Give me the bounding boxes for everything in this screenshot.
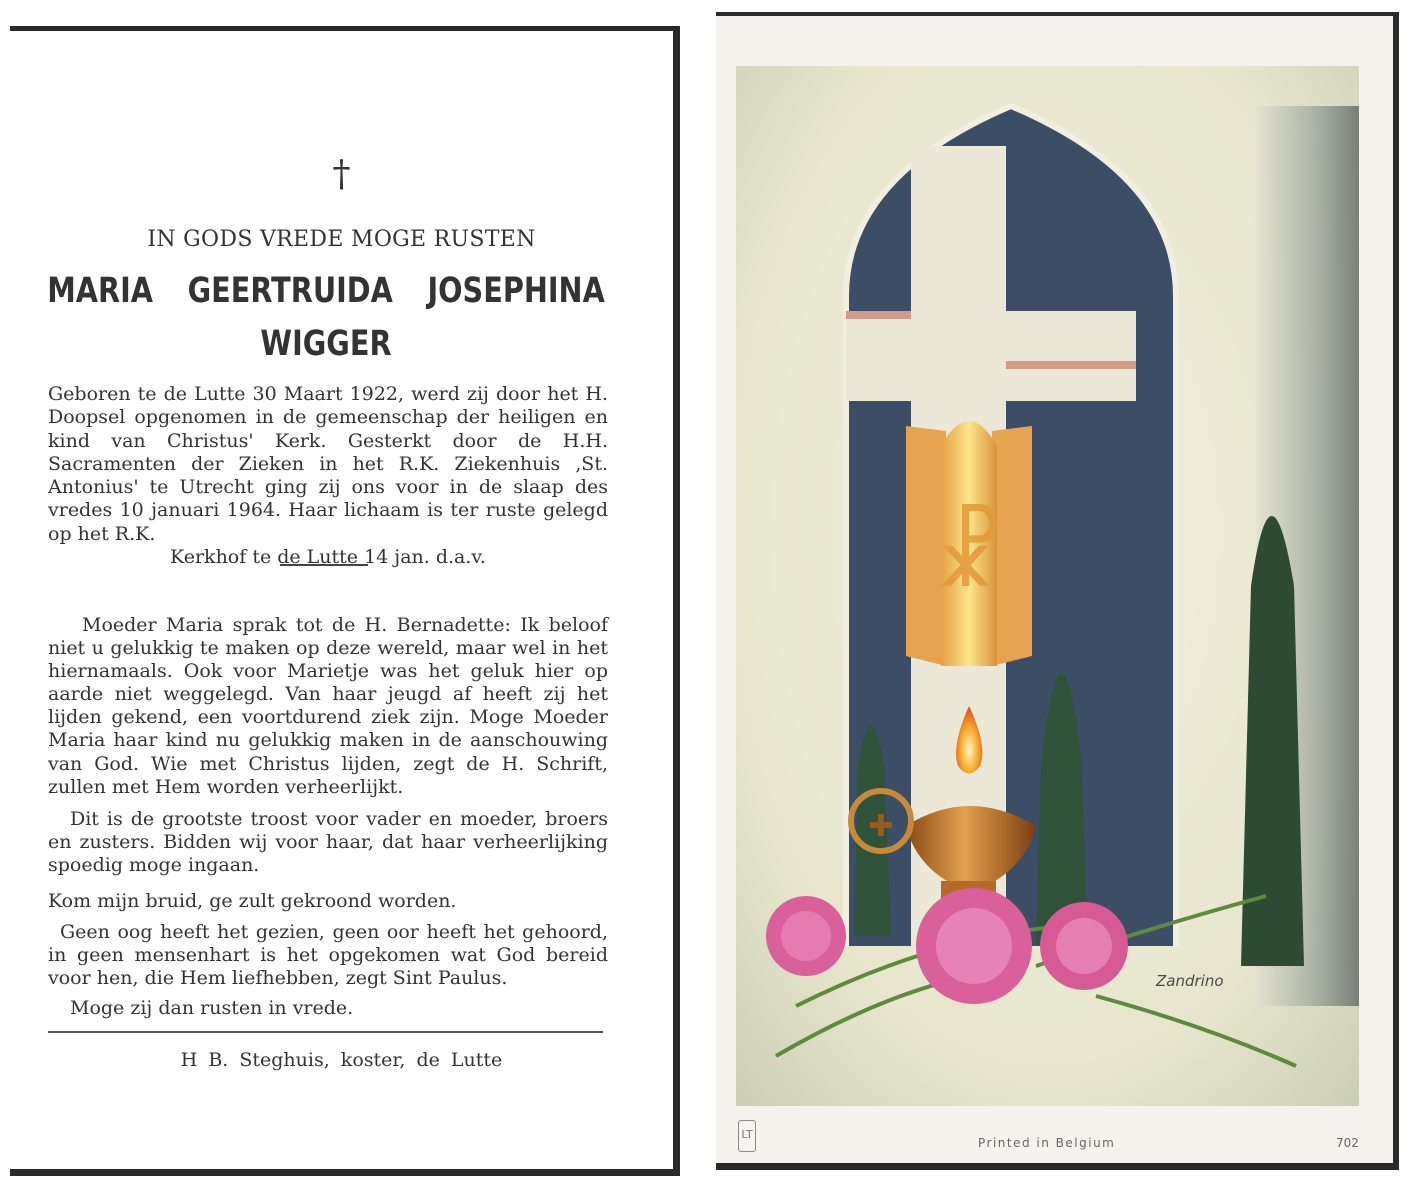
paragraph-comfort: Dit is de grootste troost voor vader en moeder, broers en zusters. Bidden wij voor haar, dat haar verheerlijking spoedig moge ingaan. — [48, 808, 608, 877]
memorial-image-card — [716, 12, 1399, 1170]
illustration-svg — [736, 66, 1359, 1106]
carnation-left-highlight — [781, 911, 831, 961]
given-name-1: MARIA — [47, 271, 153, 311]
rest-in-peace-header: IN GODS VREDE MOGE RUSTEN — [147, 227, 536, 252]
given-name-2: GEERTRUIDA — [187, 271, 393, 311]
biography — [48, 383, 608, 569]
memorial-text-card — [10, 26, 680, 1176]
carnation-center-highlight — [936, 908, 1012, 984]
chi-rho-symbol: ☧ — [933, 503, 1005, 608]
cross-horizontal — [846, 311, 1136, 401]
paragraph-bernadette: Moeder Maria sprak tot de H. Bernadette: Ik beloof niet u gelukkig te maken op deze wereld, maar wel in het hiernamaals. Ook voor Marietje was het geluk hier op aarde niet weggelegd. Van haar jeugd af heeft zij het lijden gekend, een voortdurend ziek zijn. Moge Moeder Maria haar kind nu gelukkig maken in de aanschouwing van God. Wie met Christus lijden, zegt de H. Schrift, zullen met Hem worden verheerlijkt. — [48, 614, 608, 798]
paragraph-rest: Moge zij dan rusten in vrede. — [70, 997, 354, 1019]
serial-number: 702 — [1336, 1136, 1359, 1150]
given-name-3: JOSEPHINA — [427, 271, 605, 311]
divider-short — [280, 564, 368, 566]
biography-text: Geboren te de Lutte 30 Maart 1922, werd zij door het H. Doopsel opgenomen in de gemeenschap der heiligen en kind van Christus' Kerk. Gesterkt door de H.H. Sacramenten der Zieken in het R.K. Ziekenhuis ‚St. Antonius' te Utrecht ging zij ons voor in de slaap des vredes 10 januari 1964. Haar lichaam is ter ruste gelegd op het R.K. — [48, 383, 608, 545]
cross-icon: † — [332, 154, 351, 195]
given-names — [47, 271, 605, 311]
cross-shadow-left — [846, 311, 911, 319]
biography-last-line: Kerkhof te de Lutte 14 jan. d.a.v. — [170, 546, 486, 569]
artist-signature: Zandrino — [1156, 972, 1224, 990]
printer-signature: H B. Steghuis, koster, de Lutte — [180, 1049, 503, 1071]
divider-long — [48, 1031, 603, 1033]
cross-shadow-right — [1006, 361, 1136, 369]
surname: WIGGER — [260, 324, 392, 364]
printed-in-label: Printed in Belgium — [978, 1136, 1116, 1150]
paragraph-paulus: Geen oog heeft het gezien, geen oor heeft het gehoord, in geen mensenhart is het opgekomen wat God bereid voor hen, die Hem liefhebben, zegt Sint Paulus. — [48, 921, 608, 990]
handle-cross: ✚ — [868, 809, 894, 844]
carnation-right-highlight — [1056, 918, 1112, 974]
paragraph-bride: Kom mijn bruid, ge zult gekroond worden. — [48, 890, 457, 912]
devotional-illustration — [736, 66, 1359, 1106]
publisher-logo-icon: LT — [738, 1120, 756, 1152]
